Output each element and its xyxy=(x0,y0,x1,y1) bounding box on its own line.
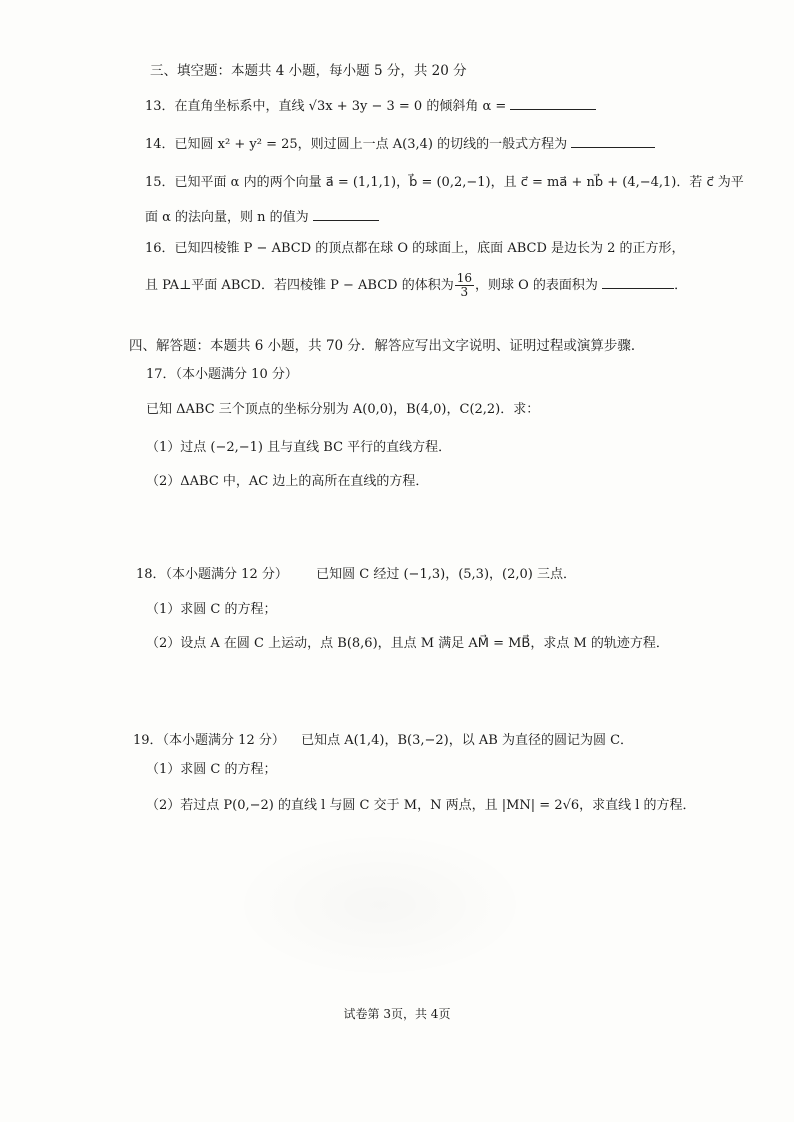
question-16-line-1: 16．已知四棱锥 P − ABCD 的顶点都在球 O 的球面上，底面 ABCD 是边长为 2 的正方形， xyxy=(145,241,685,256)
question-15-line-1: 15．已知平面 α 内的两个向量 a⃗ = (1,1,1)，b⃗ = (0,2,−1)，且 c⃗ = ma⃗ + nb⃗ + (4,−4,1)．若 c⃗ 为平 xyxy=(145,175,744,190)
answer-blank-13[interactable] xyxy=(510,97,596,110)
answer-blank-16[interactable] xyxy=(602,276,674,289)
question-18-part-2: （2）设点 A 在圆 C 上运动，点 B(8,6)，且点 M 满足 AM⃗ = MB⃗，求点 M 的轨迹方程． xyxy=(146,636,669,651)
volume-fraction-denominator: 3 xyxy=(460,285,469,299)
question-17-stem: 已知 ΔABC 三个顶点的坐标分别为 A(0,0)，B(4,0)，C(2,2)．求： xyxy=(146,402,540,417)
question-18-header xyxy=(136,565,576,585)
question-19-part-2: （2）若过点 P(0,−2) 的直线 l 与圆 C 交于 M，N 两点，且 |MN| = 2√6，求直线 l 的方程． xyxy=(146,798,696,813)
question-15-text: 面 α 的法向量，则 n 的值为 xyxy=(145,210,309,225)
question-14 xyxy=(145,135,655,155)
question-18-stem: 已知圆 C 经过 (−1,3)，(5,3)，(2,0) 三点． xyxy=(316,567,576,582)
question-19-stem: 已知点 A(1,4)，B(3,−2)，以 AB 为直径的圆记为圆 C． xyxy=(301,733,634,748)
volume-fraction xyxy=(455,272,474,299)
question-13-text: 13．在直角坐标系中，直线 √3x + 3y − 3 = 0 的倾斜角 α = xyxy=(145,99,507,114)
question-17-part-2: （2）ΔABC 中，AC 边上的高所在直线的方程． xyxy=(146,474,429,489)
volume-fraction-numerator: 16 xyxy=(456,271,472,285)
question-17-part-1: （1）过点 (−2,−1) 且与直线 BC 平行的直线方程． xyxy=(146,440,452,455)
question-14-text: 14．已知圆 x² + y² = 25，则过圆上一点 A(3,4) 的切线的一般式方程为 xyxy=(145,137,568,152)
question-19-part-1: （1）求圆 C 的方程； xyxy=(146,762,277,777)
page-footer: 试卷第 3页，共 4页 xyxy=(343,1007,451,1021)
question-18-part-1: （1）求圆 C 的方程； xyxy=(146,602,277,617)
question-16-text-b: ，则球 O 的表面积为 xyxy=(475,278,598,293)
question-18-title: 18．（本小题满分 12 分） xyxy=(136,567,288,582)
question-17-title: 17．（本小题满分 10 分） xyxy=(146,367,298,382)
question-16-text-a: 且 PA⊥平面 ABCD．若四棱锥 P − ABCD 的体积为 xyxy=(145,278,454,293)
question-19-header xyxy=(133,731,633,751)
answer-blank-15[interactable] xyxy=(313,208,379,221)
question-16-line-2 xyxy=(145,272,687,300)
section-3-heading: 三、填空题：本题共 4 小题，每小题 5 分，共 20 分 xyxy=(150,63,467,79)
answer-blank-14[interactable] xyxy=(571,135,655,148)
question-16-end: ． xyxy=(674,278,688,293)
section-4-heading: 四、解答题：本题共 6 小题，共 70 分．解答应写出文字说明、证明过程或演算步骤． xyxy=(129,338,645,354)
question-15-line-2 xyxy=(145,208,379,228)
scan-smudge xyxy=(230,830,530,980)
question-13 xyxy=(145,97,596,117)
question-19-title: 19．（本小题满分 12 分） xyxy=(133,733,285,748)
